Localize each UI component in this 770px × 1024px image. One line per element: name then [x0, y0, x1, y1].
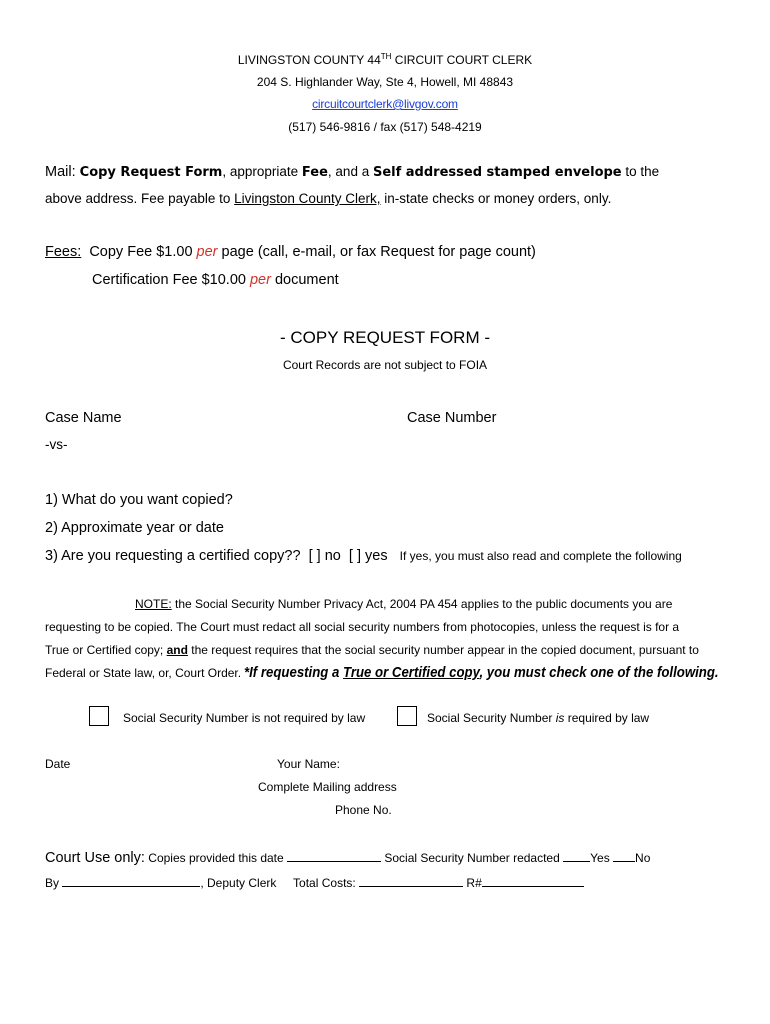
title-superscript: TH — [380, 52, 392, 61]
mailing-address-label: Complete Mailing address — [258, 780, 397, 794]
foia-notice: Court Records are not subject to FOIA — [282, 358, 488, 372]
note-and: and — [166, 643, 188, 657]
form-title: - COPY REQUEST FORM - — [279, 328, 490, 347]
copies-date-field[interactable] — [287, 850, 381, 862]
no-label: No — [635, 851, 651, 865]
phone-fax: (517) 546-9816 / fax (517) 548-4219 — [288, 120, 482, 134]
case-name-label: Case Name — [45, 410, 122, 426]
ssn-not-required-checkbox[interactable] — [89, 706, 109, 726]
ssn-redacted-label: Social Security Number redacted — [381, 851, 564, 865]
ssn-required-text: Social Security Number — [427, 711, 556, 725]
yes-label: Yes — [590, 851, 614, 865]
your-name-label: Your Name: — [277, 757, 340, 771]
court-clerk-title — [0, 52, 770, 67]
date-label: Date — [45, 757, 71, 771]
note-line4 — [45, 664, 770, 681]
instruction-part-1: *If requesting a — [244, 664, 344, 681]
title-text: LIVINGSTON COUNTY 44 — [237, 53, 381, 67]
instruction-part-3: , you must check one of the following. — [479, 664, 719, 681]
mail-label: Mail: — [45, 164, 76, 180]
mail-text-3: to the — [621, 164, 660, 179]
certified-instruction — [244, 664, 719, 681]
copy-fee-text: Copy Fee $1.00 — [89, 244, 197, 260]
note-line2: requesting to be copied. The Court must redact all social security numbers from photocopies, unless the request is for a — [45, 620, 680, 634]
ssn-required-checkbox[interactable] — [397, 706, 417, 726]
per-word: per — [249, 272, 271, 288]
note-label: NOTE: — [135, 597, 172, 611]
mail-text-2: , and a — [327, 164, 373, 179]
question-what-copied: 1) What do you want copied? — [45, 492, 233, 508]
certified-yes-option[interactable]: [ ] yes — [348, 548, 388, 564]
certified-no-option[interactable]: [ ] no — [308, 548, 341, 564]
note-text-3b: the request requires that the social security number appear in the copied document, pursuant to — [187, 643, 699, 657]
mail-text-1: , appropriate — [222, 164, 302, 179]
receipt-number-field[interactable] — [482, 875, 584, 887]
per-word: per — [196, 244, 218, 260]
mail-instructions-line1 — [45, 164, 659, 180]
form-name: Copy Request Form — [79, 165, 223, 180]
receipt-label: R# — [463, 876, 482, 890]
court-use-label: Court Use only: — [45, 850, 145, 866]
fees-label: Fees: — [45, 244, 82, 260]
copies-provided-label: Copies provided this date — [144, 851, 288, 865]
question-certified-copy — [45, 548, 682, 564]
payee-name: Livingston County Clerk, — [234, 191, 381, 206]
deputy-clerk-label: , Deputy Clerk — [200, 876, 277, 890]
ssn-redacted-yes-field[interactable] — [563, 850, 590, 862]
note-text-1: the Social Security Number Privacy Act, 2004 PA 454 applies to the public documents you are — [171, 597, 673, 611]
mail-instructions-line2 — [45, 191, 611, 206]
copy-fee-note: page (call, e-mail, or fax Request for page count) — [217, 244, 536, 260]
email-link-wrap — [0, 97, 770, 111]
note-line1 — [135, 597, 672, 611]
court-address: 204 S. Highlander Way, Ste 4, Howell, MI 48843 — [256, 75, 514, 89]
certification-fee-unit: document — [270, 272, 339, 288]
payable-text: above address. Fee payable to — [45, 191, 235, 206]
fee-word: Fee — [301, 165, 328, 180]
instruction-part-2: True or Certified copy — [343, 664, 480, 681]
email-link[interactable]: circuitcourtclerk@livgov.com — [312, 97, 458, 111]
versus-label: -vs- — [45, 437, 68, 452]
total-costs-label: Total Costs: — [293, 876, 360, 890]
ssn-required-end: required by law — [564, 711, 650, 725]
deputy-clerk-field[interactable] — [62, 875, 200, 887]
envelope-phrase: Self addressed stamped envelope — [372, 165, 622, 180]
certification-fee-line — [92, 272, 339, 288]
total-costs-field[interactable] — [359, 875, 463, 887]
ssn-not-required-label: Social Security Number is not required by law — [123, 711, 366, 725]
certification-fee-text: Certification Fee $10.00 — [92, 272, 250, 288]
copy-fee-line — [45, 244, 536, 260]
title-text-end: CIRCUIT COURT CLERK — [391, 53, 533, 67]
court-use-line2 — [45, 875, 584, 890]
phone-number-label: Phone No. — [335, 803, 392, 817]
note-text-3a: True or Certified copy; — [45, 643, 167, 657]
payment-terms: in-state checks or money orders, only. — [380, 191, 612, 206]
by-label: By — [45, 876, 63, 890]
case-number-label: Case Number — [407, 410, 497, 426]
court-use-line1 — [45, 850, 650, 866]
question-year-date: 2) Approximate year or date — [45, 520, 224, 536]
note-line3 — [45, 643, 699, 657]
note-text-4: Federal or State law, or, Court Order. — [45, 666, 245, 680]
certified-yes-note: If yes, you must also read and complete the following — [399, 549, 682, 563]
ssn-is: is — [555, 711, 565, 725]
ssn-redacted-no-field[interactable] — [613, 850, 635, 862]
certified-question-text: 3) Are you requesting a certified copy?? — [45, 548, 301, 564]
ssn-required-label — [427, 711, 649, 725]
